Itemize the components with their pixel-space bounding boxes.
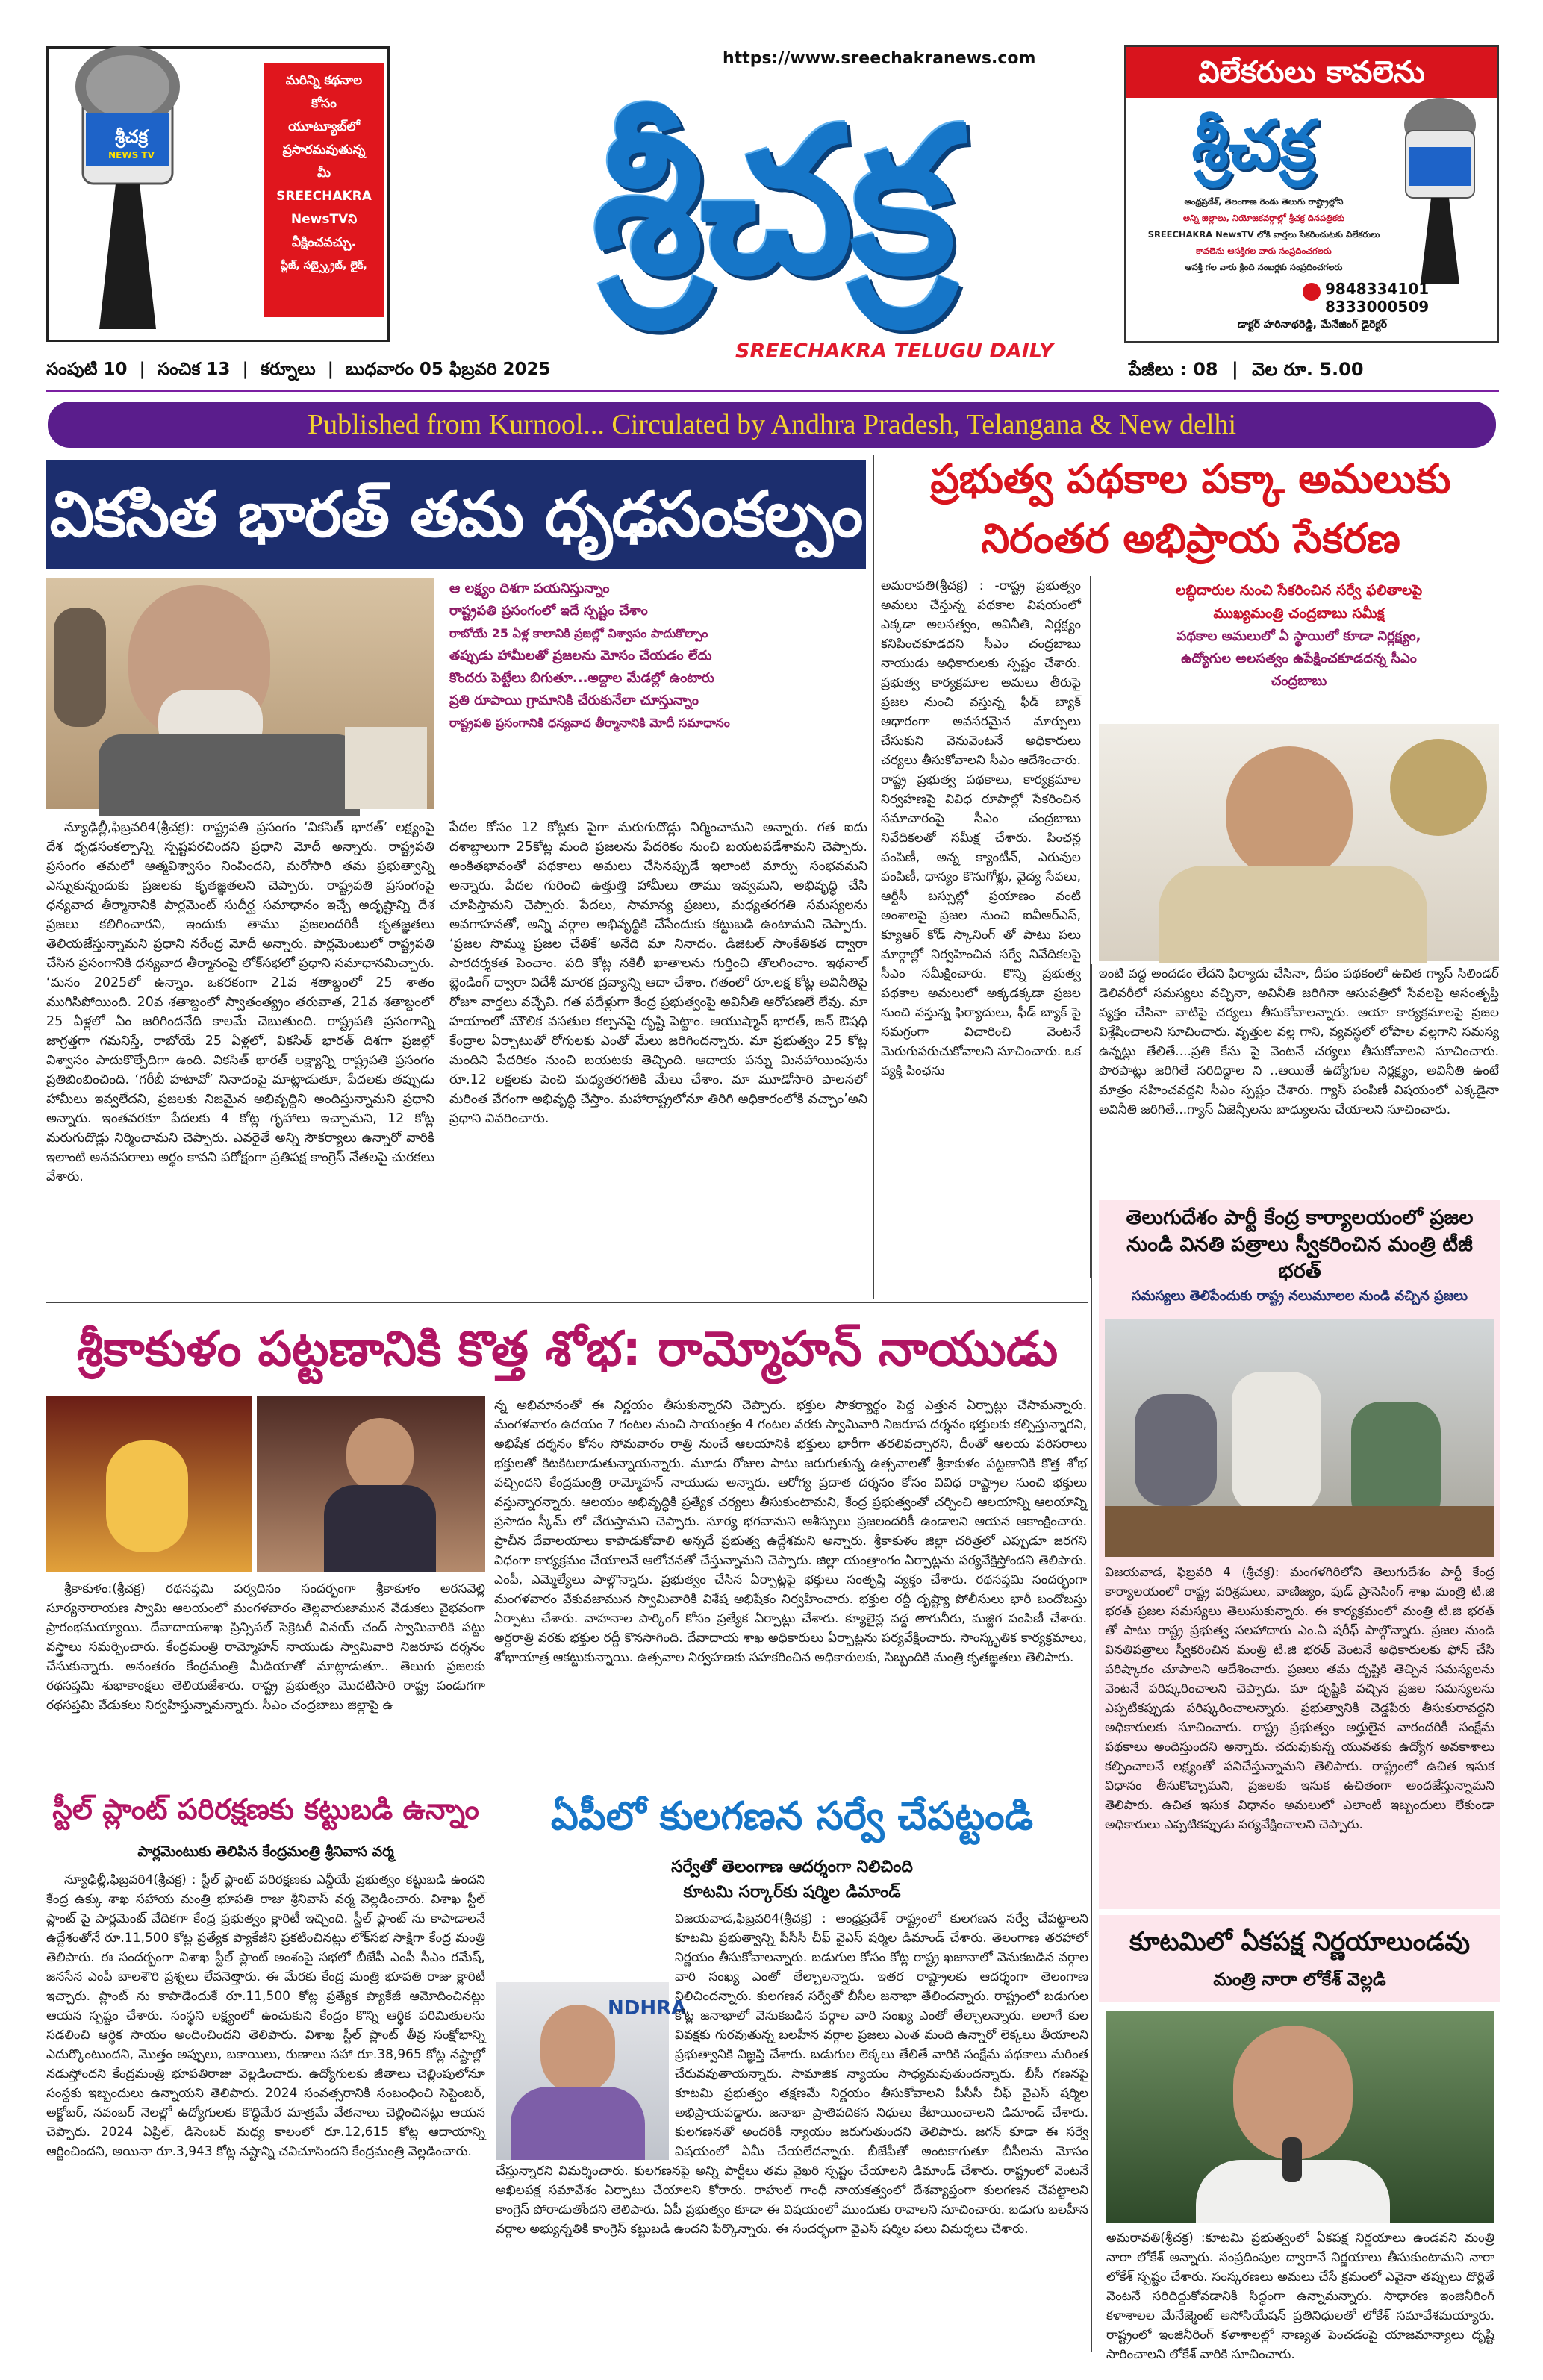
left-ad-line: మీ <box>317 166 331 181</box>
story-paragraph: అమరావతి(శ్రీచక్ర) :కూటమి ప్రభుత్వంలో ఏకపక్ష నిర్ణయాలు ఉండవని మంత్రి నారా లోకేశ్ అన్నారు. సంప్రదింపుల ద్వారానే నిర్ణయాలు తీసుకుంటామని నారా లోకేశ్ స్పష్టం చేశారు. సంస్కరణలు అమలు చేసే క్రమంలో ఎవైనా తప్పులు దొర్లితే వెంటనే సరిదిద్దుకోవడానికి సిద్ధంగా ఉన్నామన్నారు. సాధారణ ఇంజినీరింగ్ కళాశాలల మేనేజ్మెంట్ అసోసియేషన్ ప్రతినిధులతో లోకేశ్ సమావేశమయ్యారు. రాష్ట్రంలో ఇంజినీరింగ్ కళాశాలల్లో నాణ్యత పెంచడంపై యాజమాన్యాలు దృష్టి సారించాలని లోకేశ్ వారికి సూచించారు. <box>1106 2231 1494 2362</box>
story-steel-plant <box>46 1781 485 2352</box>
subhead-pink: చంద్రబాబు <box>1271 673 1327 689</box>
masthead <box>0 0 1543 403</box>
subtitle: మంత్రి నారా లోకేశ్ వెల్లడి <box>1213 1969 1386 1990</box>
subheads <box>1097 579 1500 693</box>
bullet-item: ఆ లక్ష్యం దిశగా పయనిస్తున్నాం <box>449 581 610 596</box>
paper-subtitle: SREECHAKRA TELUGU DAILY <box>735 340 1054 363</box>
column-rule <box>1090 576 1091 1278</box>
photo-figure <box>99 734 360 816</box>
photo-figure <box>1226 746 1353 881</box>
left-ad-line: కోసం <box>311 96 337 111</box>
story-paragraph: విజయవాడ, ఫిబ్రవరి 4 (శ్రీచక్ర): మంగళగిరిలోని తెలుగుదేశం పార్టీ కేంద్ర కార్యాలయంలో రాష్ట్ర పరిశ్రమలు, వాణిజ్యం, ఫుడ్ ప్రాసెసింగ్ శాఖ మంత్రి టి.జి భరత్ ప్రజల సమస్యలు తెలుసుకున్నారు. ఈ కార్యక్రమంలో మంత్రి టి.జి భరత్ తో పాటు రాష్ట్ర ప్రభుత్వ సలహాదారు ఎం.ఏ షరీఫ్ పాల్గొన్నారు. ప్రజల నుండి వినతిపత్రాలు స్వీకరించిన మంత్రి టి.జి భరత్ వెంటనే అధికారులకు ఫోన్ చేసి పరిష్కారం చూపాలని ఆదేశించారు. ప్రజలు తమ దృష్టికి తెచ్చిన సమస్యలను వెంటనే పరిష్కరించాలని చెప్పారు. మా దృష్టికి వచ్చిన ప్రజల సమస్యలను ఎప్పటికప్పుడు పరిష్కరించాలన్నారు. ప్రభుత్వానికి చెడ్డపేరు తీసుకురావద్దని అధికారులకు సూచించారు. రాష్ట్ర ప్రభుత్వం అర్హులైన వారందరికీ సంక్షేమ పథకాలు అందిస్తుందని అన్నారు. చదువుకున్న యువతకు ఉద్యోగ అవకాశాలు కల్పించాలనే లక్ష్యంతో పనిచేస్తున్నామని తెలిపారు. రాష్ట్రంలో ఉచిత ఇసుక విధానం తీసుకొచ్చామని, ప్రజలకు ఇసుక ఉచితంగా అందజేస్తున్నామని తెలిపారు. ఉచిత ఇసుక విధానం అమలులో ఎలాంటి ఇబ్బందులు లేకుండా అధికారులు ఎప్పటికప్పుడు పర్యవేక్షించాలని చెప్పారు. <box>1105 1565 1494 1832</box>
photo-figure <box>346 1418 414 1493</box>
left-ad-line: మరిన్ని కథనాల <box>285 73 363 88</box>
right-ad-contact: డాక్టర్ హరినాథరెడ్డి, మేనేజింగ్ డైరెక్టర్ <box>1237 319 1388 331</box>
right-ad <box>1124 45 1499 343</box>
mic-label: శ్రీచక్ర <box>115 126 148 147</box>
issue: సంచిక 13 <box>157 360 231 379</box>
right-ad-line: ఆంధ్రప్రదేశ్, తెలంగాణ రెండు తెలుగు రాష్ట్రాల్లోని <box>1184 196 1344 207</box>
right-ad-line: కావలెను ఆసక్తిగల వారు సంప్రదించగలరు <box>1196 246 1332 256</box>
story-body <box>46 818 434 1293</box>
left-ad-line: యూట్యూబ్‌లో <box>288 119 360 134</box>
site-url[interactable]: https://www.sreechakranews.com <box>723 49 1036 68</box>
phone-icon <box>1303 283 1321 301</box>
story-srikakulam <box>46 1302 1088 1779</box>
microphone-icon <box>1282 2137 1302 2182</box>
story-paragraph: విజయవాడ,ఫిబ్రవరి4(శ్రీచక్ర) : ఆంధ్రప్రదేశ్ రాష్ట్రంలో కులగణన సర్వే చేపట్టాలని కూటమి ప్రభుత్వాన్ని పీసీసీ చీఫ్ వైఎస్ షర్మిల డిమాండ్ చేశారు. తెలంగాణ తరహాలో నిర్ణయం తీసుకోవాలన్నారు. బడుగుల కోసం కోట్ల రాష్ట్ర ఖజానాలో వెనుకబడిన వర్గాల వారి సంఖ్య ఎంతో తేల్చాలన్నారు. ఇతర రాష్ట్రాలకు ఆదర్శంగా తెలంగాణ నిలిచిందన్నారు. కులగణన సర్వేతో బీసీల జనాభా తేలిందన్నారు. రాష్ట్రంలో బడుగుల కోట్ల జనాభాలో వెనుకబడిన వర్గాల వారి సంఖ్య ఎంతో తేల్చాలన్నారు. అలాగే కుల వివక్షకు గురవుతున్న బలహీన వర్గాల ప్రజలు ఎంత మంది ఉన్నారో లెక్కలు తీయాలని ప్రభుత్వానికి విజ్ఞప్తి చేశారు. బడుగుల లెక్కలు తేలితే వారికి సంక్షేమ పథకాలు మరింత చేరువవుతాయన్నారు. సామాజిక న్యాయం సాధ్యమవుతుందన్నారు. బీసీ గణనపై కూటమి ప్రభుత్వం తక్షణమే నిర్ణయం తీసుకోవాలని పీసీసీ చీఫ్ వైఎస్ షర్మిల అభిప్రాయపడ్డారు. జనాభా ప్రాతిపదికన నిధులు కేటాయించాలని డిమాండ్ చేశారు. కులగణనతో అందరికీ న్యాయం జరుగుతుందని తెలిపారు. జగన్ కూడా ఈ సర్వే విషయంలో ఏమీ చేయలేదన్నారు. బీజేపీతో అంటకాగుతూ బీసీలను మోసం చేస్తున్నారని విమర్శించారు. కులగణనపై అన్ని పార్టీలు తమ వైఖరి స్పష్టం చేయాలని డిమాండ్ చేశారు. రాష్ట్రంలో వెంటనే అఖిలపక్ష సమావేశం ఏర్పాటు చేయాలని కోరారు. రాహుల్ గాంధీ నాయకత్వంలో దేశవ్యాప్తంగా కులగణన చేపట్టాలని కాంగ్రెస్ పోరాడుతోందని తెలిపారు. ఏపీ ప్రభుత్వం కూడా ఈ విషయంలో ముందుకు రావాలని సూచించారు. బడుగు బలహీన వర్గాల అభ్యున్నతికి కాంగ్రెస్ కట్టుబడి ఉందని పేర్కొన్నారు. ఈ సందర్భంగా వైఎస్ షర్మిల పలు విమర్శలు చేశారు. <box>496 1911 1088 2237</box>
photo-float <box>496 1909 675 2161</box>
headline: ప్రభుత్వ పథకాల పక్కా అమలుకు <box>930 455 1451 502</box>
chandrababu-photo <box>1099 724 1499 961</box>
headline: నిరంతర అభిప్రాయ సేకరణ <box>981 515 1400 562</box>
subhead-pink: పథకాల అమలులో ఏ స్థాయిలో కూడా నిర్లక్ష్యం, <box>1176 628 1421 644</box>
left-ad-text-box <box>264 63 384 317</box>
story-body <box>1099 964 1499 1188</box>
divider <box>46 1302 1088 1303</box>
date: బుధవారం 05 ఫిబ్రవరి 2025 <box>346 360 551 379</box>
story-body <box>496 1909 1088 2352</box>
story-paragraph: న్న అభిమానంతో ఈ నిర్ణయం తీసుకున్నారని చెప్పారు. భక్తుల సౌకర్యార్థం పెద్ద ఎత్తున ఏర్పాట్లు చేసామన్నారు. మంగళవారం ఉదయం 7 గంటల నుంచి సాయంత్రం 4 గంటల వరకు స్వామివారి నిజరూప దర్శనం భక్తులకు కల్పిస్తున్నారని, అభిషేక దర్శనం కోసం సోమవారం రాత్రి నుంచే ఆలయానికి భక్తులు భారీగా తరలివచ్చారని, దీంతో ఆలయ పరిసరాలు భక్తులతో కిటకిటలాడుతున్నాయన్నారు. మూడు రోజుల పాటు జరుగుతున్న ఉత్సవాలతో శ్రీకాకుళం పట్టణానికి కొత్త శోభ వచ్చిందని కేంద్రమంత్రి రామ్మోహన్ నాయుడు అన్నారు. ఆరోగ్య ప్రదాత దర్శనం కోసం వివిధ రాష్ట్రాల నుంచి భక్తులు వస్తున్నారన్నారు. ఆలయం అభివృద్ధికి ప్రత్యేక చర్యలు తీసుకుంటామని, కేంద్ర ప్రభుత్వంతో చర్చించి ఆలయాన్ని ఆలయాన్ని ప్రసాదం స్కీమ్ లో చేరుస్తామని చెప్పారు. సూర్య భగవానుని ఆశీస్సులు ప్రజలందరికీ ఉండాలని ఆయన ఆకాంక్షించారు. ప్రాచీన దేవాలయాలు కాపాడుకోవాలి అన్నదే ప్రభుత్వ ఉద్దేశమని అన్నారు. శ్రీకాకుళం జిల్లా చరిత్రలో ఎప్పుడూ జరగని విధంగా కార్యక్రమం చేయాలనే ఆలోచనతో చేస్తున్నామని చెప్పారు. జిల్లా యంత్రాంగం ఏర్పాట్లను పర్యవేక్షిస్తోందని తెలిపారు. ఎంపీ, ఎమ్మెల్యేలు పాల్గొన్నారు. ప్రభుత్వం చేసిన ఏర్పాట్లపై భక్తులు సంతృప్తి వ్యక్తం చేశారు. రథసప్తమి సందర్భంగా మంగళవారం వేకువజామున స్వామివారికి విశేష అభిషేకం నిర్వహించారు. భక్తుల రద్దీ దృష్ట్యా పోలీసులు భారీ బందోబస్తు ఏర్పాటు చేశారు. వాహనాల పార్కింగ్ కోసం ప్రత్యేక ఏర్పాట్లు చేశారు. క్యూలైన్ల వద్ద తాగునీరు, మజ్జిగ పంపిణీ చేశారు. అర్ధరాత్రి వరకు భక్తుల రద్దీ కొనసాగింది. దేవాదాయ శాఖ అధికారులు ఏర్పాట్లను పర్యవేక్షించారు. సాంస్కృతిక కార్యక్రమాలు, శోభాయాత్ర ఆకట్టుకున్నాయి. ఉత్సవాల నిర్వహణకు సహకరించిన అధికారులకు, సిబ్బందికి మంత్రి కృతజ్ఞతలు తెలిపారు. <box>494 1398 1087 1665</box>
story-body <box>46 1579 485 1776</box>
story-paragraph: అమరావతి(శ్రీచక్ర) : -రాష్ట్ర ప్రభుత్వం అమలు చేస్తున్న పథకాల విషయంలో ఎక్కడా అలసత్వం, అవినీతి, నిర్లక్ష్యం కనిపించకూడదని సీఎం చంద్రబాబు నాయుడు అధికారులకు స్పష్టం చేశారు. ప్రభుత్వ కార్యక్రమాల అమలు తీరుపై ప్రజల నుంచి వస్తున్న ఫీడ్ బ్యాక్ ఆధారంగా అవసరమైన మార్పులు చేసుకుని వెనువెంటనే అధికారులు చర్యలు తీసుకోవాలని సీఎం ఆదేశించారు. రాష్ట్ర ప్రభుత్వ పథకాలు, కార్యక్రమాల నిర్వహణపై వివిధ రూపాల్లో సేకరించిన సమాచారంపై సీఎం చంద్రబాబు నివేదికలతో సమీక్ష చేశారు. పింఛన్ల పంపిణీ, అన్న క్యాంటీన్, ఎరువుల పంపిణీ, ధాన్యం కొనుగోళ్లు, వైద్య సేవలు, ఆర్టీసీ బస్సుల్లో ప్రయాణం వంటి అంశాలపై ప్రజల నుంచి ఐవీఆర్ఎస్, క్యూఆర్ కోడ్ స్కానింగ్ తో పాటు పలు మార్గాల్లో నిర్వహించిన సర్వే నివేదికలపై సీఎం సమీక్షించారు. కొన్ని ప్రభుత్వ పథకాల అమలులో అక్కడక్కడా ప్రజల నుంచి వస్తున్న ఫిర్యాదులు, ఫీడ్ బ్యాక్ పై సమగ్రంగా విచారించి వెంటనే మెరుగుపరుచుకోవాలని సూచించారు. ఒక వ్యక్తి పింఛను <box>881 578 1082 1078</box>
subtitle: సమస్యలు తెలిపేందుకు రాష్ట్ర నలుమూలల నుండి వచ్చిన ప్రజలు <box>1132 1288 1468 1304</box>
right-ad-line: ఆసక్తి గల వారు క్రింది నంబర్లకు సంప్రదించగలరు <box>1185 262 1343 272</box>
subhead-pink: ఉద్యోగుల అలసత్వం ఉపేక్షించకూడదన్న సీఎం <box>1181 651 1417 666</box>
separator: | <box>1232 359 1238 380</box>
photo-text: NDHRA <box>608 1997 687 2020</box>
photo-figure <box>1135 1394 1217 1506</box>
bullet-item: రాబోయే 25 ఏళ్ల కాలానికి ప్రజల్లో విశ్వాసం పాదుకొల్పాం <box>449 626 708 640</box>
photo-figure <box>54 608 106 727</box>
divider <box>46 390 1499 392</box>
story-paragraph: న్యూఢిల్లీ,ఫిబ్రవరి4(శ్రీచక్ర): రాష్ట్రపతి ప్రసంగం ‘వికసిత్ భారత్’ లక్ష్యంపై దేశ ధృఢసంకల్పాన్ని స్పష్టపరచిందని ప్రధాని మోదీ అన్నారు. రాష్ట్రపతి ప్రసంగం తమలో ఆత్మవిశ్వాసం నింపిందని, మరోసారి తమ ప్రభుత్వాన్ని ఎన్నుకున్నందుకు ప్రజలకు కృతజ్ఞతలని చెప్పారు. రాష్ట్రపతి ప్రసంగంపై ధన్యవాద తీర్మానానికి పార్లమెంట్ సుదీర్ఘ సమాధానం ఇచ్చే అదృష్టాన్ని దేశ ప్రజలు కలిగించారని, ఇందుకు తాము ప్రజలందరికీ కృతజ్ఞతలు తెలియజేస్తున్నామని ప్రధాని నరేంద్ర మోదీ అన్నారు. పార్లమెంటులో రాష్ట్రపతి చేసిన ప్రసంగానికి ధన్యవాద తీర్మానంపై లోక్‌సభలో ప్రధాని సమాధానమిచ్చారు. ‘మనం 2025లో ఉన్నాం. ఒకరకంగా 21వ శతాబ్దంలో 25 శాతం ముగిసిపోయింది. 20వ శతాబ్దంలో స్వాతంత్య్రం తరువాత, 21వ శతాబ్దంలో 25 ఏళ్లలో ఏం జరిగిందనేది కాలమే చెబుతుంది. రాష్ట్రపతి ప్రసంగాన్ని జాగ్రత్తగా గమనిస్తే, రాబోయే 25 ఏళ్లలో, వికసిత్ భారత్ దిశగా ప్రజల్లో విశ్వాసం పాదుకొల్పేదిగా ఉంది. వికసిత్ భారత్ లక్ష్యాన్ని రాష్ట్రపతి ప్రసంగం ప్రతిబింబించింది. ‘గరీబీ హటావో’ నినాదంపై మాట్లాడుతూ, పేదలకు తప్పుడు హామీలు ఇవ్వలేదని, ప్రజలకు నిజమైన అభివృద్ధిని అందిస్తున్నామని ప్రధాని అన్నారు. ఇంతవరకూ పేదలకు 4 కోట్ల గృహాలు ఇచ్చామని, 12 కోట్ల మరుగుదొడ్లు నిర్మించామని చెప్పారు. ఎవరైతే అన్ని సౌకర్యాలు ఉన్నారో వారికి ఇలాంటి అనవసరాలు అర్థం కావని పరోక్షంగా ప్రతిపక్ష కాంగ్రెస్ నేతలపై చురకలు వేశారు. <box>46 820 434 1184</box>
story-vikasit-bharat <box>46 460 866 1294</box>
photo-figure <box>1159 866 1427 963</box>
subtitle: పార్లమెంటుకు తెలిపిన కేంద్రమంత్రి శ్రీనివాస వర్మ <box>137 1843 394 1860</box>
story-tg-bharat <box>1099 1200 1500 1909</box>
photo-figure <box>345 727 427 809</box>
bullet-item: ప్రతి రూపాయి గ్రామానికి చేరుకునేలా చూస్తున్నాం <box>449 693 699 708</box>
headline: వికసిత భారత్ తమ ధృఢసంకల్పం <box>46 460 866 569</box>
left-ad-line: వీక్షించవచ్చు. <box>291 235 356 250</box>
lokesh-photo <box>1106 2011 1494 2223</box>
volume: సంపుటి 10 <box>46 360 128 379</box>
photo-figure <box>1105 1506 1494 1557</box>
story-paragraph: పేదల కోసం 12 కోట్లకు పైగా మరుగుదొడ్లు నిర్మించామని అన్నారు. గత ఐదు దశాబ్దాలుగా 25కోట్ల మంది ప్రజలను పేదరికం నుంచి బయటపడేశామని చెప్పారు. అంకితభావంతో పథకాలు అమలు చేసినప్పుడే ఇలాంటి మార్పు సంభవమని అన్నారు. పేదల గురించి ఉత్తుత్తి హామీలు తాము ఇవ్వమని, అభివృద్ధి చేసి చూపిస్తామని చెప్పారు. పేదలు, సామాన్య ప్రజలు, మధ్యతరగతి సమస్యలను అవగాహనతో, అన్ని వర్గాల అభివృద్ధికి చేసేందుకు కట్టుబడి ఉంటామని చెప్పారు. ‘ప్రజల సొమ్ము ప్రజల చేతికే’ అనేది మా నినాదం. డిజిటల్ సాంకేతికత ద్వారా పారదర్శకత పెంచాం. పది కోట్ల నకిలీ ఖాతాలను గుర్తించి తొలగించాం. ఇథనాల్ బ్లెండింగ్ ద్వారా విదేశీ మారక ద్రవ్యాన్ని ఆదా చేశాం. గతంలో రూ.లక్ష కోట్ల అవినీతిపై రోజూ వార్తలు వచ్చేవి. గత పదేళ్లుగా కేంద్ర ప్రభుత్వంపై అవినీతి ఆరోపణలే లేవు. మా హయాంలో మౌలిక వసతుల కల్పనపై దృష్టి పెట్టాం. ఆయుష్మాన్ భారత్, జన్ ఔషధి కేంద్రాల ఏర్పాటుతో రోగులకు ఎంతో మేలు జరిగిందన్నారు. మా ప్రభుత్వం 25 కోట్ల మందిని పేదరికం నుంచి బయటకు తెచ్చింది. ఆదాయ పన్ను మినహాయింపును రూ.12 లక్షలకు పెంచి మధ్యతరగతికి మేలు చేశాం. మా మూడోసారి పాలనలో మరింత వేగంగా అభివృద్ధి చేస్తాం. మహారాష్ట్రలోనూ తిరిగి అధికారంలోకి వచ్చాం’అని ప్రధాని వివరించారు. <box>449 820 867 1126</box>
story-body <box>449 818 867 1293</box>
pages-price <box>1129 355 1502 384</box>
photo-figure <box>106 1440 188 1552</box>
left-ad-line: ప్రసారమవుతున్న <box>282 143 366 157</box>
story-body <box>494 1396 1087 1778</box>
bullet-item: కొందరు పెట్టేలు బిగుతూ...అద్దాల మేడల్లో ఉంటారు <box>449 670 714 686</box>
story-paragraph: న్యూఢిల్లీ,ఫిబ్రవరి4(శ్రీచక్ర) : స్టీల్ ప్లాంట్ పరిరక్షణకు ఎన్డీయే ప్రభుత్వం కట్టుబడి ఉందని కేంద్ర ఉక్కు శాఖ సహాయ మంత్రి భూపతి రాజు శ్రీనివాస్ వర్మ వెల్లడించారు. విశాఖ స్టీల్ ప్లాంట్ పై పార్లమెంట్ వేదికగా కేంద్ర ప్రభుత్వం క్లారిటీ ఇచ్చింది. స్టీల్ ప్లాంట్ ను కాపాడాలనే ఉద్దేశంతోనే రూ.11,500 కోట్ల ప్రత్యేక ప్యాకేజీని ప్రకటించినట్లు లోక్‌సభ సాక్షిగా కేంద్ర మంత్రి తెలిపారు. ఈ సందర్భంగా విశాఖ స్టీల్ ప్లాంట్ అంశంపై సభలో బీజేపీ ఎంపీ సీఎం రమేష్, జనసేన ఎంపీ బాలశౌరి ప్రశ్నలు లేవనెత్తారు. ఈ మేరకు కేంద్ర మంత్రి భూపతి రాజు క్లారిటీ ఇచ్చారు. ప్లాంట్ ను కాపాడేందుకే రూ.11,500 కోట్ల ప్రత్యేక ప్యాకేజీ ఆమోదించినట్లు ఆయన స్పష్టం చేశారు. సంస్థని లక్ష్యంలో ఉంచుకుని కేంద్రం కొన్ని ఆర్థిక పరిమితులను సడలించి ఆర్థిక సాయం అందించిందని తెలిపారు. విశాఖ స్టీల్ ప్లాంట్ తీవ్ర సంక్షోభాన్ని ఎదుర్కొంటుందని, మొత్తం అప్పులు, బకాయిలు, రుణాలు సహా రూ.38,965 కోట్ల నష్టాల్లో నడుస్తోందని కేంద్రమంత్రి భూపతిరాజు వెల్లడించారు. ఉద్యోగులకు జీతాలు చెల్లింపులోనూ సంస్థకు ఇబ్బందులు ఉన్నాయని తెలిపారు. 2024 సంవత్సరానికి సంబంధించి సెప్టెంబర్, అక్టోబర్, నవంబర్ నెలల్లో ఉద్యోగులకు కొద్దిమేర మాత్రమే వేతనాలు చెల్లించినట్లు ఆయన చెప్పారు. 2024 ఏప్రిల్, డిసెంబర్ మధ్య కాలంలో రూ.12,615 కోట్ల ఆదాయాన్ని ఆర్జించిందని, అయినా రూ.3,943 కోట్ల నష్టాన్ని చవిచూసిందని కేంద్రమంత్రి వెల్లడించారు. <box>46 1873 485 2159</box>
left-ad <box>46 46 390 342</box>
headline: స్టీల్ ప్లాంట్ పరిరక్షణకు కట్టుబడి ఉన్నాం <box>52 1793 479 1825</box>
circulation-banner <box>48 402 1496 448</box>
separator: | <box>242 360 249 379</box>
phone-number: 9848334101 <box>1325 280 1430 298</box>
bullet-box <box>449 578 867 809</box>
photo-figure <box>1390 739 1487 836</box>
city: కర్నూలు <box>260 360 316 379</box>
photo-figure <box>324 1485 436 1572</box>
headline: కూటమిలో ఏకపక్ష నిర్ణయాలుండవు <box>1129 1927 1471 1957</box>
price: వెల రూ. 5.00 <box>1252 359 1364 380</box>
meeting-photo <box>1105 1319 1494 1557</box>
story-lokesh <box>1099 1915 1500 2362</box>
right-ad-logo: శ్రీచక్ర <box>1191 106 1315 184</box>
subtitle: కూటమి సర్కార్‌కు షర్మిల డిమాండ్ <box>683 1883 901 1902</box>
bullet-item: రాష్ట్రపతి ప్రసంగానికి ధన్యవాద తీర్మానానికి మోదీ సమాధానం <box>449 716 730 730</box>
left-ad-line: ప్లీజ్, సబ్స్క్రైబ్, లైక్, <box>281 260 367 272</box>
right-ad-line: SREECHAKRA NewsTV లోకి వార్తలు సేకరించుటకు విలేకరులు <box>1147 229 1380 240</box>
story-paragraph: శ్రీకాకుళం:(శ్రీచక్ర) రథసప్తమి పర్వదినం సందర్భంగా శ్రీకాకుళం అరసవెల్లి సూర్యనారాయణ స్వామి ఆలయంలో మంగళవారం తెల్లవారుజామున వేడుకలు వైభవంగా ప్రారంభమయ్యాయి. దేవాదాయశాఖ ప్రిన్సిపల్ సెక్రెటరీ వినయ్ చంద్ స్వామివారికి పట్టు వస్త్రాలు సమర్పించారు. కేంద్రమంత్రి రామ్మోహన్ నాయుడు స్వామివారి నిజరూప దర్శనం చేసుకున్నారు. అనంతరం కేంద్రమంత్రి మీడియాతో మాట్లాడుతూ.. తెలుగు ప్రజలకు రథసప్తమి శుభాకాంక్షలు తెలియజేశారు. రాష్ట్ర ప్రభుత్వం మొదటిసారి రాష్ట్ర పండుగగా రథసప్తమి వేడుకలు నిర్వహిస్తున్నామన్నారు. సీఎం చంద్రబాబు జిల్లాపై ఉ <box>46 1581 485 1713</box>
story-caste-census <box>496 1781 1088 2352</box>
dateline <box>46 355 703 384</box>
bullet-item: రాష్ట్రపతి ప్రసంగంలో ఇదే స్పష్టం చేశాం <box>449 603 648 619</box>
story-paragraph: ఇంటి వద్ద అందడం లేదని ఫిర్యాదు చేసినా, దీపం పథకంలో ఉచిత గ్యాస్ సిలిండర్ డెలివరీలో సమస్యలు వచ్చినా, అవినీతి జరిగినా ఆసుపత్రిలో సేవలపై అసంతృప్తి వ్యక్తం చేసినా వాటిపై చర్యలు తీసుకోవాలన్నారు. ఆయా కార్యక్రమాలపై ప్రజల విశ్లేషించాలని సూచించారు. వృత్తుల వల్ల గాని, వ్యవస్థలో లోపాల వల్లగాని సమస్య ఉన్నట్లు తేలితే....ప్రతి కేసు పై వెంటనే చర్యలు తీసుకోవాలని సూచించారు. పొరపాట్లు జరిగితే సరిదిద్దాల ని ..ఆయితే ఉద్యోగుల నిర్లక్ష్యం, అవినీతి ఉంటే మాత్రం సహించవద్దని సీఎం స్పష్టం చేశారు. గ్యాస్ పంపిణీ విషయంలో ఎక్కడైనా అవినీతి జరిగితే...గ్యాస్ ఏజెన్సీలను బాధ్యులను చేయాలని సూచించారు. <box>1099 966 1499 1117</box>
subtitle: సర్వేతో తెలంగాణ ఆదర్శంగా నిలిచింది <box>671 1858 913 1876</box>
headline: తెలుగుదేశం పార్టీ కేంద్ర కార్యాలయంలో ప్రజల నుండి వినతి పత్రాలు స్వీకరించిన మంత్రి టీజీ భరత్ <box>1126 1206 1474 1283</box>
right-ad-lines <box>1137 193 1391 275</box>
column-rule <box>873 455 874 1299</box>
left-ad-line: NewsTVని <box>290 212 358 227</box>
subhead-red: లబ్ధిదారుల నుంచి సేకరించిన సర్వే ఫలితాలపై <box>1175 582 1423 599</box>
subhead-red: ముఖ్యమంత్రి చంద్రబాబు సమీక్ష <box>1213 605 1385 622</box>
story-body <box>46 1870 485 2352</box>
mic-sublabel: NEWS TV <box>108 150 155 160</box>
story-body <box>1106 2228 1494 2362</box>
temple-photo <box>46 1396 252 1572</box>
microphone-icon <box>1388 101 1492 287</box>
separator: | <box>139 360 146 379</box>
microphone-icon <box>53 53 255 337</box>
minister-photo <box>257 1396 485 1572</box>
right-ad-line: అన్ని జిల్లాలు, నియోజకవర్గాల్లో శ్రీచక్ర దినపత్రికకు <box>1182 213 1345 223</box>
story-body <box>881 576 1081 1278</box>
separator: | <box>327 360 334 379</box>
story-body <box>1105 1563 1494 1906</box>
bullet-item: తప్పుడు హామీలతో ప్రజలను మోసం చేయడం లేదు <box>449 648 712 663</box>
headline: ఏపీలో కులగణన సర్వే చేపట్టండి <box>550 1794 1034 1839</box>
photo-figure <box>1232 1372 1321 1514</box>
left-ad-line: SREECHAKRA <box>276 189 372 204</box>
banner-text: Published from Kurnool... Circulated by Andhra Pradesh, Telangana & New delhi <box>307 409 1237 440</box>
newspaper-logo: శ్రీచక్ర <box>592 84 953 319</box>
page-count: పేజీలు : 08 <box>1129 359 1218 380</box>
modi-photo <box>46 578 434 809</box>
headline: శ్రీకాకుళం పట్టణానికి కొత్త శోభ: రామ్మోహన్ నాయుడు <box>76 1322 1059 1377</box>
column-rule <box>1091 964 1092 2352</box>
phone-number: 8333000509 <box>1325 298 1430 316</box>
right-ad-headline: విలేకరులు కావలెను <box>1126 47 1497 98</box>
